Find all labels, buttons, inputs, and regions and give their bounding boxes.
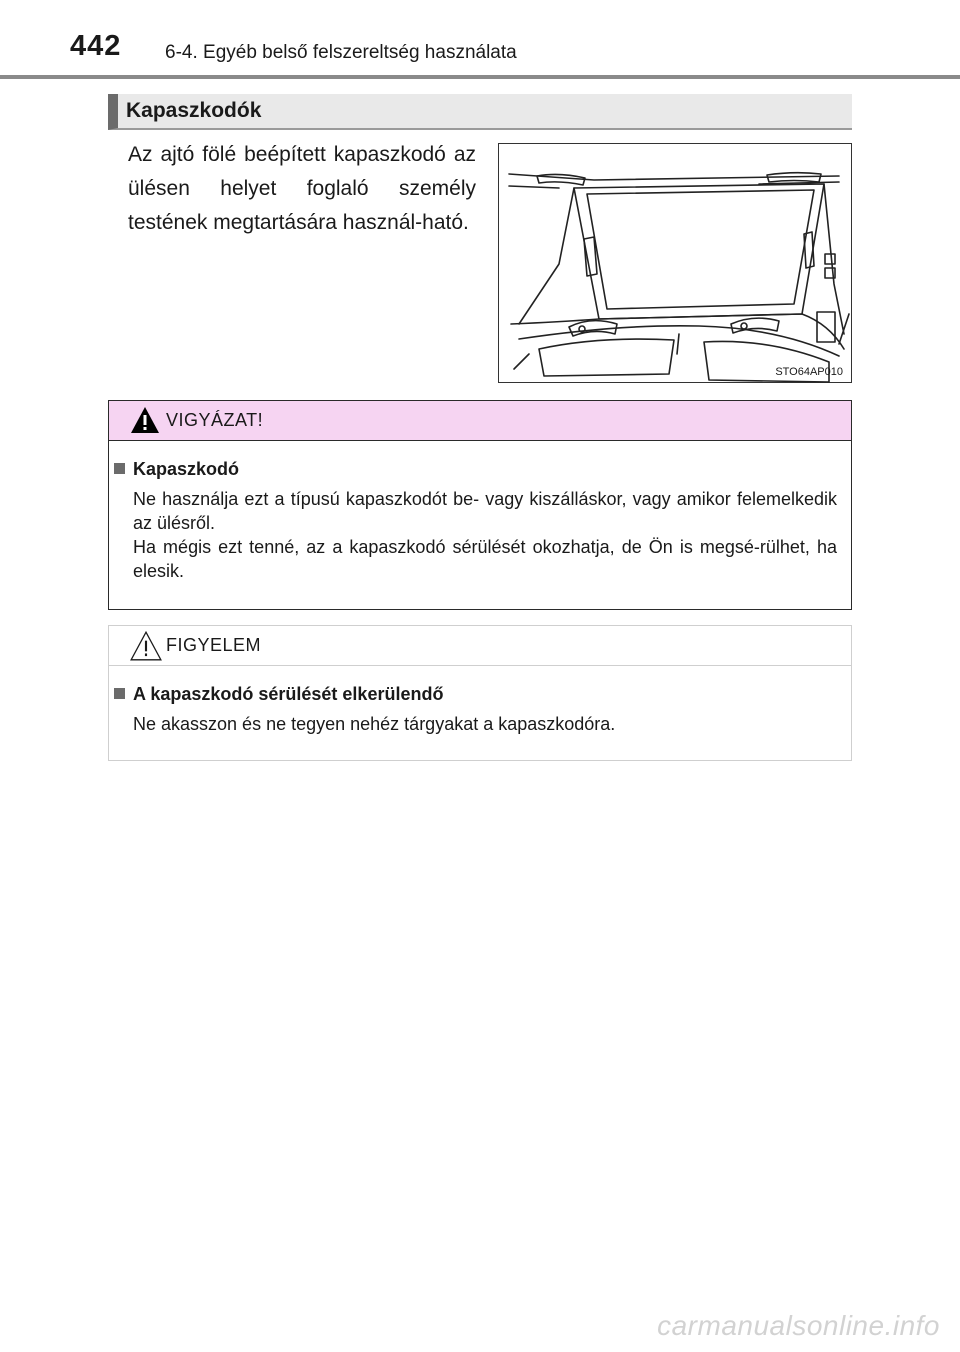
warning-triangle-filled-icon [129,404,161,436]
caution-item-title [114,459,239,480]
chapter-title: 6-4. Egyéb belső felszereltség használata [165,42,517,63]
notice-item-title [114,684,443,705]
caution-item-text-1: Ne használja ezt a típusú kapaszkodót be- vagy kiszálláskor, vagy amikor felemelkedik az ülésről. [133,489,837,533]
page-header [0,0,960,80]
notice-box-header [109,626,851,666]
page-number: 442 [70,30,122,62]
caution-box-title: VIGYÁZAT! [166,410,264,430]
bullet-square-icon [114,688,125,699]
notice-box-title: FIGYELEM [166,635,262,655]
vehicle-interior-drawing [499,144,853,384]
header-rule [0,75,960,79]
caution-item-text [133,487,837,583]
figure-code: STO64AP010 [775,366,843,378]
section-heading [108,94,852,130]
notice-item-title-text: A kapaszkodó sérülését elkerülendő [133,684,444,704]
caution-item-title-text: Kapaszkodó [133,459,240,479]
caution-box-header [109,401,851,441]
section-body-text: Az ajtó fölé beépített kapaszkodó az ülésen helyet foglaló személy testének megtartására használ-ható. [128,143,476,234]
notice-item-text: Ne akasszon és ne tegyen nehéz tárgyakat a kapaszkodóra. [133,714,616,734]
assist-grip-illustration [498,143,852,383]
warning-triangle-outline-icon [129,629,163,663]
caution-box [108,400,852,610]
section-heading-text: Kapaszkodók [126,99,262,122]
bullet-square-icon [114,463,125,474]
caution-item-text-2: Ha mégis ezt tenné, az a kapaszkodó sérülését okozhatja, de Ön is megsé-rülhet, ha elesik. [133,537,837,581]
notice-box [108,625,852,761]
watermark: carmanualsonline.info [657,1310,940,1341]
